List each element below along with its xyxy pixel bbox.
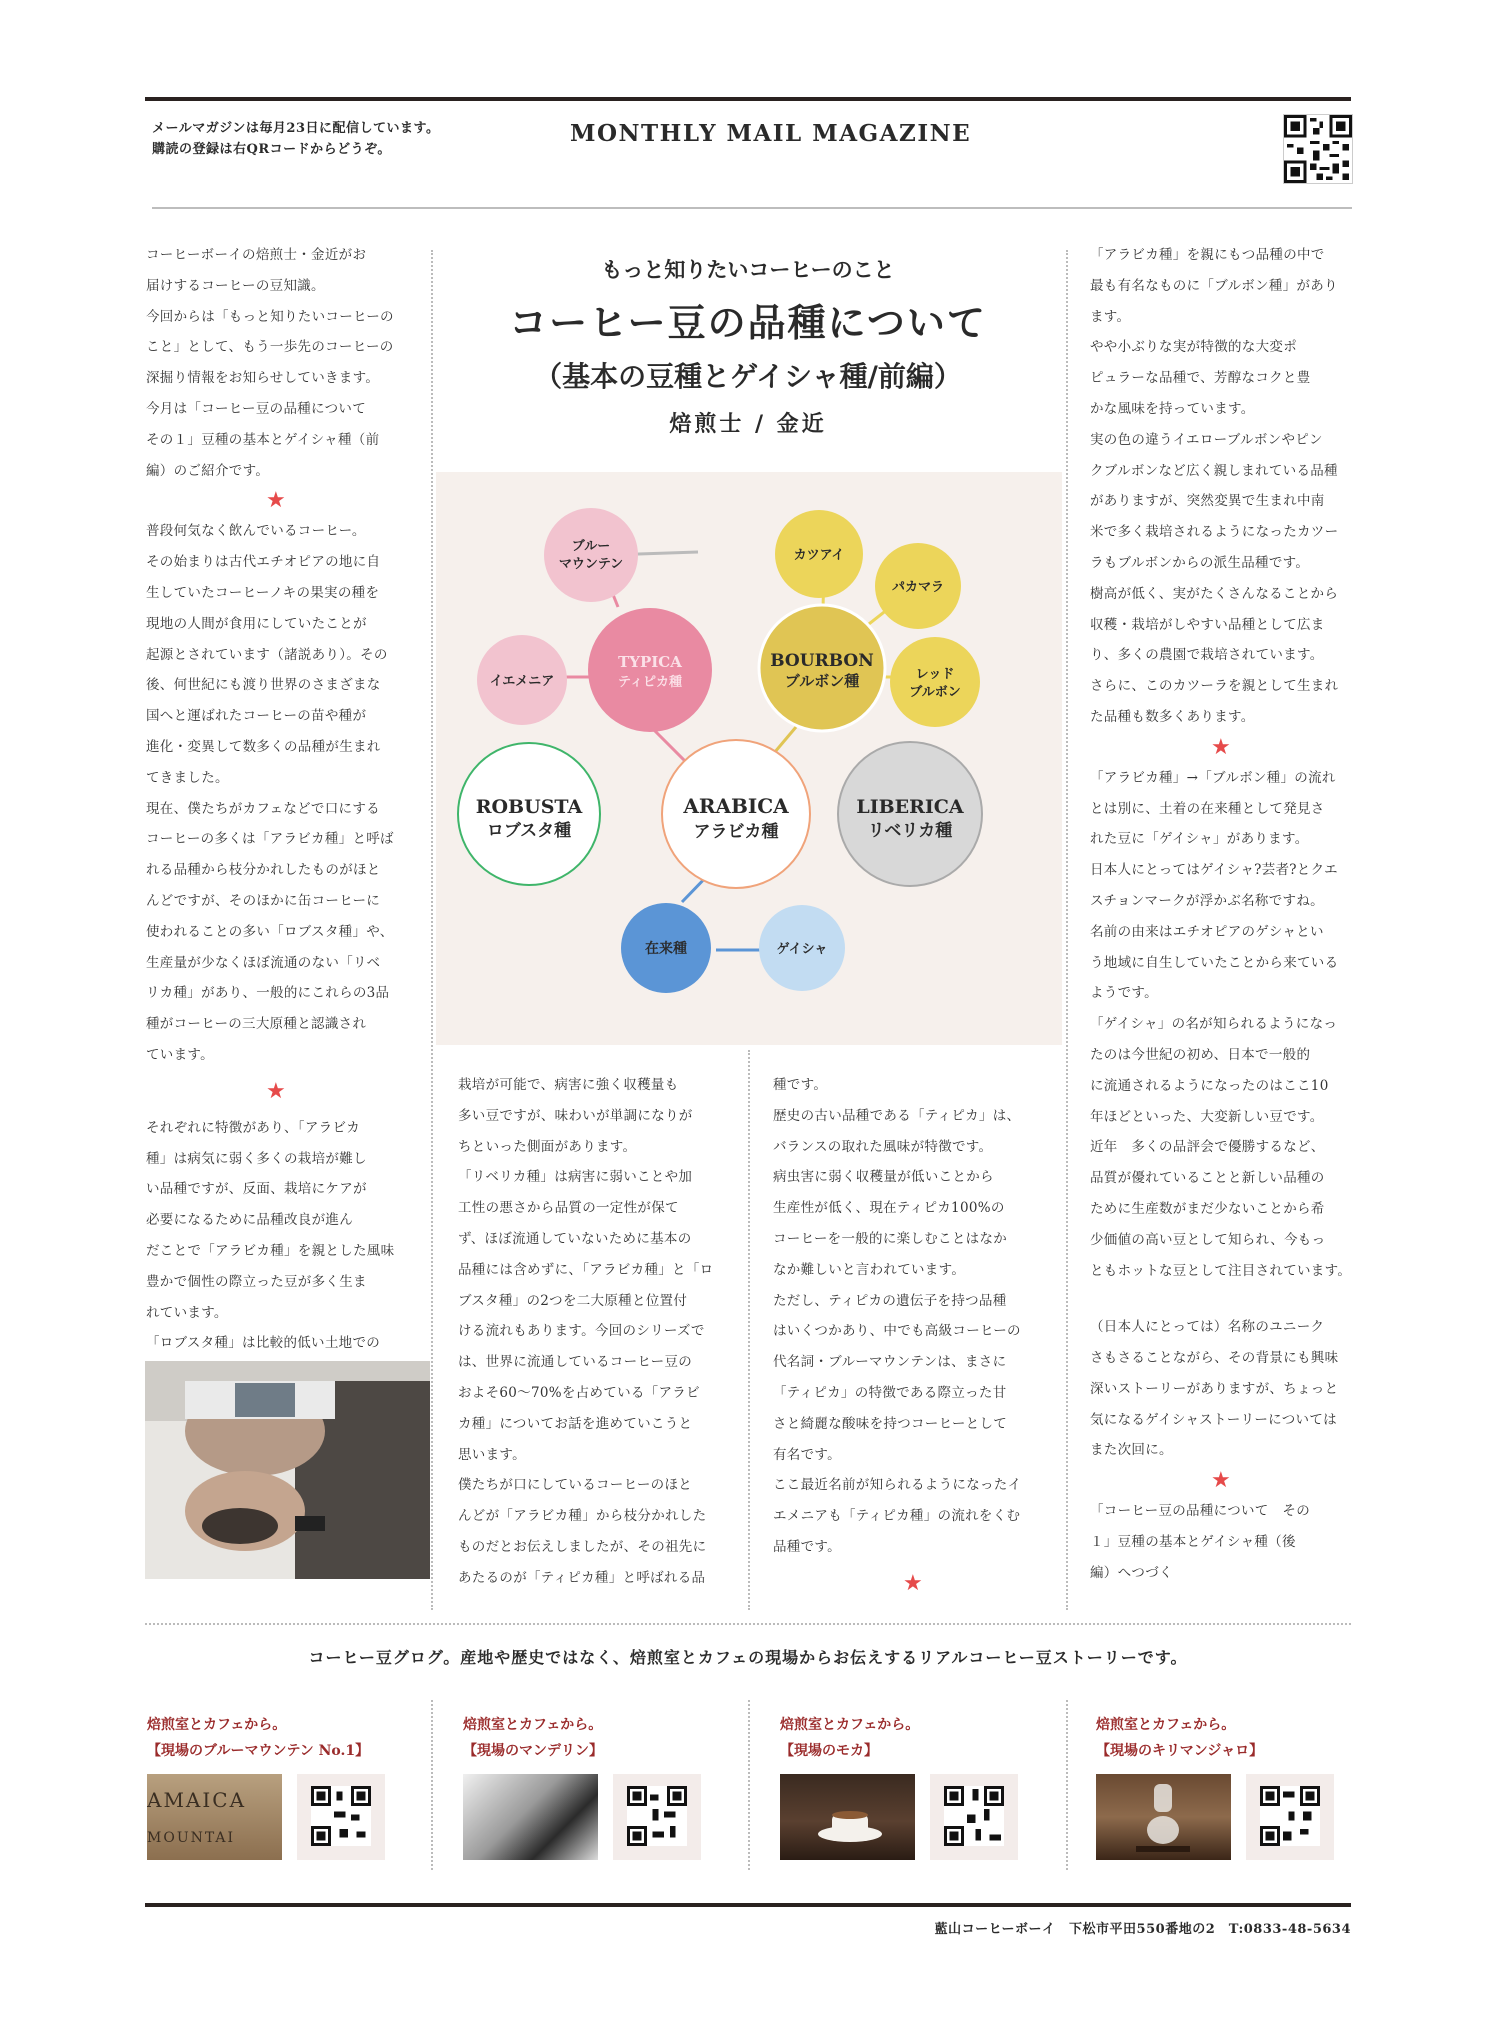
text-line: 豊かで個性の際立った豆が多く生ま xyxy=(146,1273,367,1290)
text-line: ます。 xyxy=(1090,308,1131,325)
siphon-icon xyxy=(1096,1774,1231,1860)
node-red-bourbon-label-1: レッド xyxy=(915,667,955,682)
node-typica-label-1: TYPICA xyxy=(618,653,682,671)
blog-card-qr-code[interactable] xyxy=(1246,1774,1334,1860)
blog-card-mocha[interactable] xyxy=(780,1712,1080,1864)
blog-card-kicker: 焙煎室とカフェから。 xyxy=(463,1717,603,1733)
node-zairai-label: 在来種 xyxy=(645,941,687,957)
text-line: 起源とされています（諸説あり）。その xyxy=(146,646,388,663)
variety-diagram-svg xyxy=(436,472,1062,1045)
text-line: 気になるゲイシャストーリーについては xyxy=(1090,1411,1337,1428)
bottom-rule xyxy=(145,1903,1351,1907)
column-divider xyxy=(431,250,433,1610)
blog-card-title: 【現場のブルーマウンテン No.1】 xyxy=(147,1743,370,1759)
col4-para4 xyxy=(1090,1496,1352,1588)
node-pacamara-label: パカマラ xyxy=(891,580,945,595)
text-line: 現在、僕たちがカフェなどで口にする xyxy=(146,800,380,817)
col1-para2 xyxy=(146,516,406,1070)
col1-para3 xyxy=(146,1113,406,1359)
node-typica-label-2: ティピカ種 xyxy=(618,675,682,690)
text-line: だことで「アラビカ種」を親とした風味 xyxy=(146,1242,395,1259)
text-line: さもさることながら、その背景にも興味 xyxy=(1090,1350,1339,1367)
text-line: 歴史の古い品種である「ティピカ」は、 xyxy=(773,1107,1021,1124)
node-bourbon-label-1: BOURBON xyxy=(770,651,874,671)
column-4 xyxy=(1090,240,1352,1589)
text-line: やや小ぶりな実が特徴的な大変ポ xyxy=(1090,339,1297,356)
column-1 xyxy=(146,240,406,1359)
text-line: およそ60〜70%を占めている「アラビ xyxy=(458,1384,700,1401)
thumb-text: MOUNTAI xyxy=(147,1830,236,1846)
text-line: 「ゲイシャ」の名が知られるようになっ xyxy=(1090,1016,1338,1033)
text-line: バランスの取れた風味が特徴です。 xyxy=(773,1138,993,1155)
blog-card-kicker: 焙煎室とカフェから。 xyxy=(147,1717,287,1733)
magazine-title: MONTHLY MAIL MAGAZINE xyxy=(570,120,972,147)
text-line: １」豆種の基本とゲイシャ種（後 xyxy=(1090,1534,1296,1551)
text-line: なか難しいと言われています。 xyxy=(773,1261,966,1278)
header-qr-code[interactable] xyxy=(1283,114,1353,184)
text-line: クブルボンなど広く親しまれている品種 xyxy=(1090,462,1338,479)
text-line: コーヒーの多くは「アラビカ種」と呼ば xyxy=(146,831,394,848)
text-line: コーヒーを一般的に楽しむことはなか xyxy=(773,1230,1008,1247)
text-line: 今回からは「もっと知りたいコーヒーの xyxy=(146,308,394,325)
text-line: 種」は病気に弱く多くの栽培が難し xyxy=(146,1150,367,1167)
text-line: れています。 xyxy=(146,1304,228,1321)
text-line: がありますが、突然変異で生まれ中南 xyxy=(1090,493,1325,510)
text-line: てきました。 xyxy=(146,769,229,786)
coffee-cup-icon xyxy=(780,1774,915,1860)
text-line: 深いストーリーがありますが、ちょっと xyxy=(1090,1380,1339,1397)
text-line: 病虫害に弱く収穫量が低いことから xyxy=(773,1169,994,1186)
blog-card-title: 【現場のモカ】 xyxy=(780,1743,878,1759)
text-line: （日本人にとっては）名称のユニーク xyxy=(1090,1319,1325,1336)
text-line: ず、ほぼ流通していないために基本の xyxy=(458,1230,692,1247)
node-liberica-label-2: リベリカ種 xyxy=(867,821,953,841)
text-line: とは別に、土着の在来種として発見さ xyxy=(1090,800,1325,817)
text-line: 有名です。 xyxy=(773,1446,841,1463)
text-line: 栽培が可能で、病害に強く収穫量も xyxy=(458,1077,679,1093)
text-line: ピュラーな品種で、芳醇なコクと豊 xyxy=(1090,370,1311,387)
node-bourbon-label-2: ブルボン種 xyxy=(784,672,860,690)
text-line: さらに、このカツーラを親として生まれ xyxy=(1090,678,1339,695)
node-geisha-label: ゲイシャ xyxy=(776,942,828,957)
text-line: た品種も数多くあります。 xyxy=(1090,708,1255,725)
text-line: 編）へつづく xyxy=(1090,1564,1173,1581)
text-line: 収穫・栽培がしやすい品種として広ま xyxy=(1090,616,1325,633)
blog-card-thumbnail[interactable] xyxy=(463,1774,598,1860)
star-divider: ★ xyxy=(265,1078,287,1104)
article-subtitle: もっと知りたいコーヒーのこと xyxy=(601,257,895,282)
text-line: り、多くの農園で栽培されています。 xyxy=(1090,647,1324,664)
text-line: は、世界に流通しているコーヒー豆の xyxy=(458,1354,693,1371)
text-line: んどが「アラビカ種」から枝分かれした xyxy=(458,1508,707,1525)
blog-card-kilimanjaro[interactable] xyxy=(1096,1712,1396,1864)
col1-para1 xyxy=(146,240,406,486)
top-rule xyxy=(145,97,1351,101)
col4-para1 xyxy=(1090,240,1352,733)
text-line: 工性の悪さから品質の一定性が保て xyxy=(458,1200,679,1217)
blog-card-title: 【現場のマンデリン】 xyxy=(463,1743,603,1759)
text-line: リカ種」があり、一般的にこれらの3品 xyxy=(146,985,390,1002)
text-line: 使われることの多い「ロブスタ種」や、 xyxy=(146,923,394,940)
column-divider xyxy=(748,1050,750,1610)
node-blue-mountain xyxy=(544,508,638,602)
text-line: 編）のご紹介です。 xyxy=(146,462,270,479)
text-line: 「アラビカ種」→「ブルボン種」の流れ xyxy=(1090,769,1336,786)
text-line: 樹高が低く、実がたくさんなることから xyxy=(1090,585,1339,602)
text-line: ものだとお伝えしましたが、その祖先に xyxy=(458,1538,707,1555)
node-blue-mountain-label-1: ブルー xyxy=(571,539,611,554)
roaster-photo xyxy=(145,1361,430,1579)
text-line: んどですが、そのほかに缶コーヒーに xyxy=(146,892,381,909)
text-line: さと綺麗な酸味を持つコーヒーとして xyxy=(773,1415,1008,1432)
text-line: コーヒーボーイの焙煎士・金近がお xyxy=(146,247,367,263)
text-line: 普段何気なく飲んでいるコーヒー。 xyxy=(146,523,366,540)
article-title-sub: （基本の豆種とゲイシャ種/前編） xyxy=(534,360,962,393)
text-line: ようです。 xyxy=(1090,985,1158,1002)
text-line: ちといった側面があります。 xyxy=(458,1138,637,1155)
roaster-photo-illustration xyxy=(145,1361,430,1579)
text-line: れる品種から枝分かれしたものがほと xyxy=(146,862,381,879)
text-line: 国へと運ばれたコーヒーの苗や種が xyxy=(146,708,367,725)
text-line: 種です。 xyxy=(773,1077,828,1093)
star-divider: ★ xyxy=(265,488,287,514)
text-line: 実の色の違うイエローブルボンやピン xyxy=(1090,431,1323,448)
text-line: 後、何世紀にも渡り世界のさまざまな xyxy=(146,677,381,694)
node-arabica-label-2: アラビカ種 xyxy=(693,822,779,842)
text-line: スチョンマークが浮かぶ名称ですね。 xyxy=(1090,892,1324,909)
text-line: 「アラビカ種」を親にもつ品種の中で xyxy=(1090,247,1325,263)
text-line: 深掘り情報をお知らせしていきます。 xyxy=(146,370,380,387)
node-yemenia-label: イエメニア xyxy=(489,674,555,689)
blog-card-thumbnail[interactable] xyxy=(780,1774,915,1860)
text-line: こと」として、もう一歩先のコーヒーの xyxy=(146,339,394,356)
text-line: 近年 多くの品評会で優勝するなど、 xyxy=(1090,1139,1325,1156)
node-robusta-label-1: ROBUSTA xyxy=(475,796,583,818)
blog-divider xyxy=(145,1623,1351,1625)
blog-card-kicker: 焙煎室とカフェから。 xyxy=(1096,1717,1236,1733)
text-line: それぞれに特徴があり、「アラビカ xyxy=(146,1119,361,1136)
text-line: 品種です。 xyxy=(773,1538,841,1555)
text-line: また次回に。 xyxy=(1090,1442,1173,1459)
blog-card-thumbnail[interactable] xyxy=(147,1774,282,1860)
header-note xyxy=(152,118,439,160)
col4-para2 xyxy=(1090,763,1352,1287)
text-line: 品種には含めずに、「アラビカ種」と「ロ xyxy=(458,1261,714,1278)
article-author: 焙煎士 / 金近 xyxy=(669,411,827,437)
star-divider: ★ xyxy=(1210,734,1232,760)
blog-card-title: 【現場のキリマンジャロ】 xyxy=(1096,1743,1264,1759)
text-line: 種がコーヒーの三大原種と認識され xyxy=(146,1016,367,1033)
text-line: 「コーヒー豆の品種について その xyxy=(1090,1503,1310,1520)
blog-headline: コーヒー豆グログ。産地や歴史ではなく、焙煎室とカフェの現場からお伝えするリアルコーヒー豆ストーリーです。 xyxy=(308,1648,1188,1667)
text-line: その始まりは古代エチオピアの地に自 xyxy=(146,554,381,571)
text-line: あたるのが「ティピカ種」と呼ばれる品 xyxy=(458,1569,706,1586)
text-line: 僕たちが口にしているコーヒーのほと xyxy=(458,1477,693,1494)
blog-card-qr-code[interactable] xyxy=(613,1774,701,1860)
blog-card-mandheling[interactable] xyxy=(463,1712,763,1864)
header-note-line1: メールマガジンは毎月23日に配信しています。 xyxy=(152,121,440,136)
variety-diagram xyxy=(436,472,1062,1045)
column-2 xyxy=(458,1070,738,1594)
text-line: 「ティピカ」の特徴である際立った甘 xyxy=(773,1384,1007,1401)
text-line: ともホットな豆として注目されています。 xyxy=(1090,1262,1352,1279)
star-divider: ★ xyxy=(1210,1468,1232,1494)
node-red-bourbon-label-2: ブルボン xyxy=(909,685,961,700)
node-katuai-label: カツアイ xyxy=(793,548,845,563)
text-line: に流通されるようになったのはここ10 xyxy=(1090,1077,1329,1094)
text-line: ラもブルボンからの派生品種です。 xyxy=(1090,554,1310,571)
text-line: 生産性が低く、現在ティピカ100%の xyxy=(773,1200,1005,1217)
text-line: 多い豆ですが、味わいが単調になりが xyxy=(458,1107,693,1124)
text-line: 品質が優れていることと新しい品種の xyxy=(1090,1170,1325,1187)
text-line: い品種ですが、反面、栽培にケアが xyxy=(146,1181,367,1198)
text-line: ここ最近名前が知られるようになったイ xyxy=(773,1477,1022,1494)
text-line: 年ほどといった、大変新しい豆です。 xyxy=(1090,1108,1324,1125)
text-line: 名前の由来はエチオピアのゲシャとい xyxy=(1090,923,1324,940)
node-red-bourbon xyxy=(890,637,980,727)
text-line: かな風味を持っています。 xyxy=(1090,400,1255,417)
column-divider xyxy=(1066,250,1068,1610)
text-line: 最も有名なものに「ブルボン種」があり xyxy=(1090,277,1338,294)
header-note-line2: 購読の登録は右QRコードからどうぞ。 xyxy=(152,142,391,157)
blog-card-qr-code[interactable] xyxy=(297,1774,385,1860)
footer-address: 藍山コーヒーボーイ 下松市平田550番地の2 T:0833-48-5634 xyxy=(934,1922,1351,1937)
text-line: 生していたコーヒーノキの果実の種を xyxy=(146,584,380,601)
text-line: 現地の人間が食用にしていたことが xyxy=(146,615,367,632)
text-line: 届けするコーヒーの豆知識。 xyxy=(146,277,325,294)
blog-card-qr-code[interactable] xyxy=(930,1774,1018,1860)
text-line: 必要になるために品種改良が進ん xyxy=(146,1212,353,1229)
text-line: 「リベリカ種」は病害に弱いことや加 xyxy=(458,1169,693,1186)
text-line: 進化・変異して数多くの品種が生まれ xyxy=(146,738,381,755)
blog-card-kicker: 焙煎室とカフェから。 xyxy=(780,1717,920,1733)
text-line: ために生産数がまだ少ないことから希 xyxy=(1090,1200,1325,1217)
header-divider xyxy=(152,207,1352,209)
node-liberica-label-1: LIBERICA xyxy=(856,796,964,818)
col4-para3 xyxy=(1090,1312,1352,1466)
text-line: はいくつかあり、中でも高級コーヒーの xyxy=(773,1323,1021,1340)
text-line: 少価値の高い豆として知られ、今もっ xyxy=(1090,1231,1326,1248)
text-line: ただし、ティピカの遺伝子を持つ品種 xyxy=(773,1292,1007,1309)
text-line: 代名詞・ブルーマウンテンは、まさに xyxy=(773,1354,1007,1371)
text-line: その１」豆種の基本とゲイシャ種（前 xyxy=(146,431,380,448)
text-line: 「ロブスタ種」は比較的低い土地での xyxy=(146,1335,381,1352)
text-line: ています。 xyxy=(146,1046,214,1063)
blog-card-thumbnail[interactable] xyxy=(1096,1774,1231,1860)
text-line: ける流れもあります。今回のシリーズで xyxy=(458,1323,705,1340)
text-line: エメニアも「ティピカ種」の流れをくむ xyxy=(773,1508,1021,1525)
text-line: う地域に自生していたことから来ている xyxy=(1090,954,1339,971)
text-line: ブスタ種」の2つを二大原種と位置付 xyxy=(458,1292,688,1309)
blog-card-blue-mountain[interactable] xyxy=(147,1712,447,1864)
star-divider: ★ xyxy=(902,1570,924,1596)
text-line: れた豆に「ゲイシャ」があります。 xyxy=(1090,831,1309,848)
node-robusta-label-2: ロブスタ種 xyxy=(486,821,572,841)
text-line: 日本人にとってはゲイシャ?芸者?とクエ xyxy=(1090,862,1338,879)
text-line: カ種」についてお話を進めていこうと xyxy=(458,1415,693,1432)
text-line: 生産量が少なくほぼ流通のない「リベ xyxy=(146,954,381,971)
article-title: コーヒー豆の品種について xyxy=(509,300,987,345)
node-arabica-label-1: ARABICA xyxy=(683,794,789,818)
text-line: 今月は「コーヒー豆の品種について xyxy=(146,400,366,417)
node-blue-mountain-label-2: マウンテン xyxy=(558,557,624,572)
text-line: 米で多く栽培されるようになったカツー xyxy=(1090,524,1339,541)
thumb-text: AMAICA xyxy=(147,1788,247,1812)
column-3 xyxy=(773,1070,1053,1599)
text-line: 思います。 xyxy=(458,1446,526,1463)
text-line: たのは今世紀の初め、日本で一般的 xyxy=(1090,1046,1311,1063)
